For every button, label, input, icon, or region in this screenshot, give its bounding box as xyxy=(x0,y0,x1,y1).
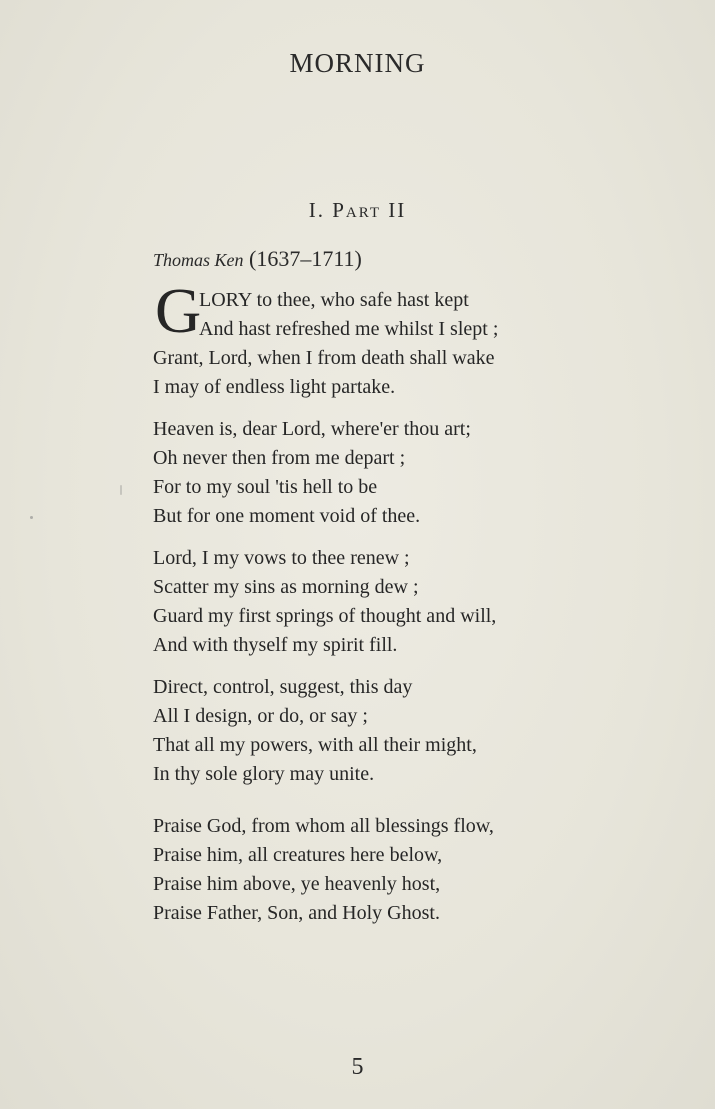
stanza-4 xyxy=(153,673,603,789)
poem-line: Praise Father, Son, and Holy Ghost. xyxy=(153,902,440,924)
paper-speck xyxy=(30,516,33,519)
poem-line: Direct, control, suggest, this day xyxy=(153,676,413,698)
poem-line: That all my powers, with all their might, xyxy=(153,734,477,756)
poem-line: But for one moment void of thee. xyxy=(153,505,421,527)
author-dates: (1637–1711) xyxy=(249,246,362,271)
poem-line: Praise him above, ye heavenly host, xyxy=(153,873,441,895)
stanza-5 xyxy=(153,812,603,928)
poem-line: I may of endless light partake. xyxy=(153,376,396,398)
author-name: Thomas Ken xyxy=(153,250,244,270)
page-number: 5 xyxy=(351,1054,364,1080)
poem-line: All I design, or do, or say ; xyxy=(153,705,368,727)
running-head: MORNING xyxy=(289,48,426,78)
poem-line: Praise God, from whom all blessings flow, xyxy=(153,815,494,837)
poem-line: Lord, I my vows to thee renew ; xyxy=(153,547,410,569)
poem-line: Scatter my sins as morning dew ; xyxy=(153,576,419,598)
paper-speck xyxy=(120,485,122,495)
poem-line: Oh never then from me depart ; xyxy=(153,447,406,469)
poem-line: Grant, Lord, when I from death shall wake xyxy=(153,347,495,369)
poem-line: And hast refreshed me whilst I slept ; xyxy=(199,318,499,340)
poem-line: For to my soul 'tis hell to be xyxy=(153,476,378,498)
drop-cap: G xyxy=(155,275,202,346)
poem-line: And with thyself my spirit fill. xyxy=(153,634,398,656)
stanza-2 xyxy=(153,415,603,531)
poem-number: I. xyxy=(308,198,325,222)
poem-line: Praise him, all creatures here below, xyxy=(153,844,443,866)
poem-line: LORY to thee, who safe hast kept xyxy=(199,289,469,311)
poem-heading xyxy=(0,198,715,223)
stanza-1 xyxy=(153,286,603,402)
poem-part: Part II xyxy=(332,198,407,222)
poem-line: Heaven is, dear Lord, where'er thou art; xyxy=(153,418,471,440)
poem-line: In thy sole glory may unite. xyxy=(153,763,375,785)
stanza-3 xyxy=(153,544,603,660)
poem-line: Guard my first springs of thought and will, xyxy=(153,605,497,627)
author-line xyxy=(153,246,362,272)
